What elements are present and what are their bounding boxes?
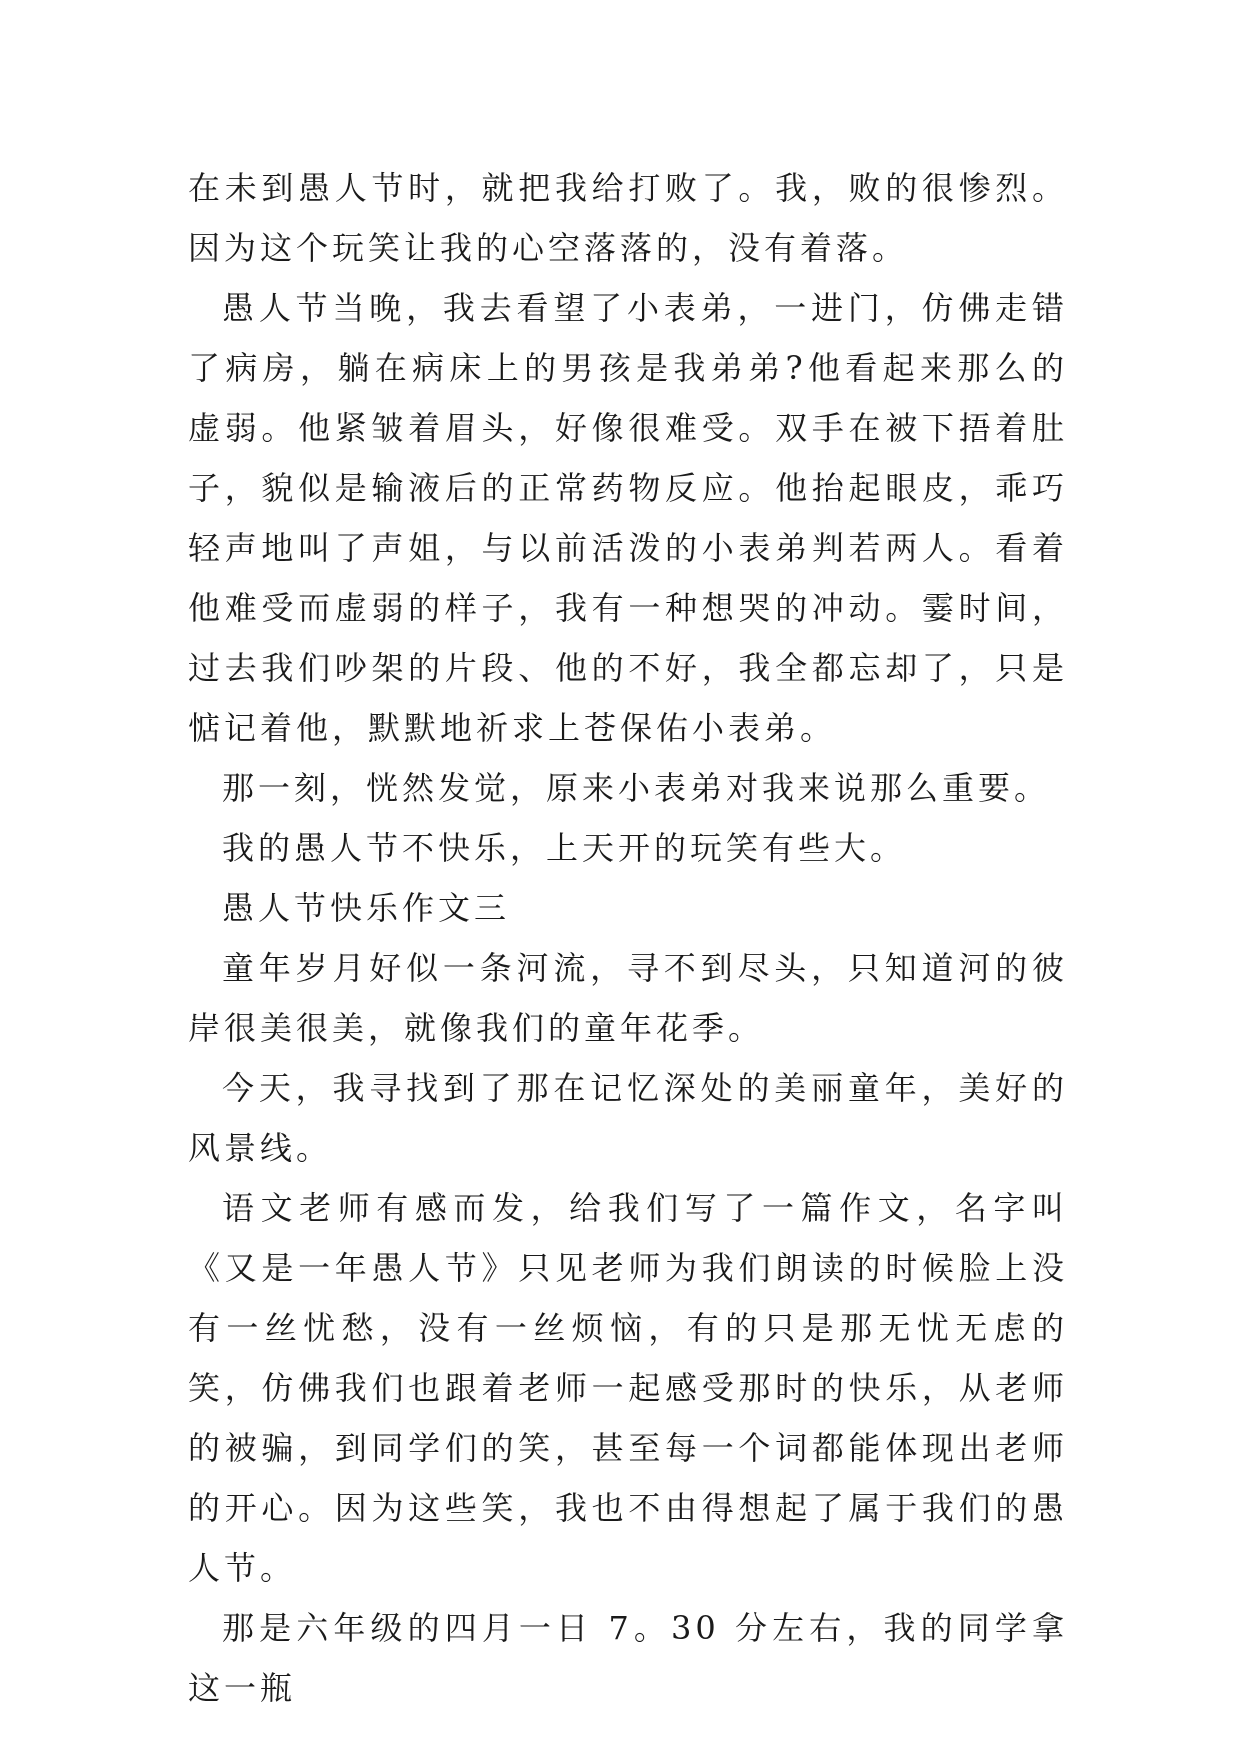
- paragraph: 我的愚人节不快乐，上天开的玩笑有些大。: [222, 829, 907, 867]
- paragraph: 那一刻，恍然发觉，原来小表弟对我来说那么重要。: [222, 769, 1051, 807]
- paragraph: 今天，我寻找到了那在记忆深处的美丽童年，美好的风景线。: [188, 1069, 1068, 1167]
- paragraph: 那是六年级的四月一日 7。30 分左右，我的同学拿这一瓶: [188, 1609, 1068, 1707]
- section-heading: 愚人节快乐作文三: [222, 889, 511, 927]
- paragraph-continuation: 在未到愚人节时，就把我给打败了。我，败的很惨烈。因为这个玩笑让我的心空落落的，没有着落。: [188, 169, 1068, 267]
- document-body: [188, 158, 1068, 1718]
- paragraph: 童年岁月好似一条河流，寻不到尽头，只知道河的彼岸很美很美，就像我们的童年花季。: [188, 949, 1068, 1047]
- paragraph: 语文老师有感而发，给我们写了一篇作文，名字叫《又是一年愚人节》只见老师为我们朗读的时候脸上没有一丝忧愁，没有一丝烦恼，有的只是那无忧无虑的笑，仿佛我们也跟着老师一起感受那时的快乐，从老师的被骗，到同学们的笑，甚至每一个词都能体现出老师的开心。因为这些笑，我也不由得想起了属于我们的愚人节。: [188, 1189, 1068, 1587]
- paragraph: 愚人节当晚，我去看望了小表弟，一进门，仿佛走错了病房，躺在病床上的男孩是我弟弟?他看起来那么的虚弱。他紧皱着眉头，好像很难受。双手在被下捂着肚子，貌似是输液后的正常药物反应。他抬起眼皮，乖巧轻声地叫了声姐，与以前活泼的小表弟判若两人。看着他难受而虚弱的样子，我有一种想哭的冲动。霎时间，过去我们吵架的片段、他的不好，我全都忘却了，只是惦记着他，默默地祈求上苍保佑小表弟。: [188, 289, 1068, 747]
